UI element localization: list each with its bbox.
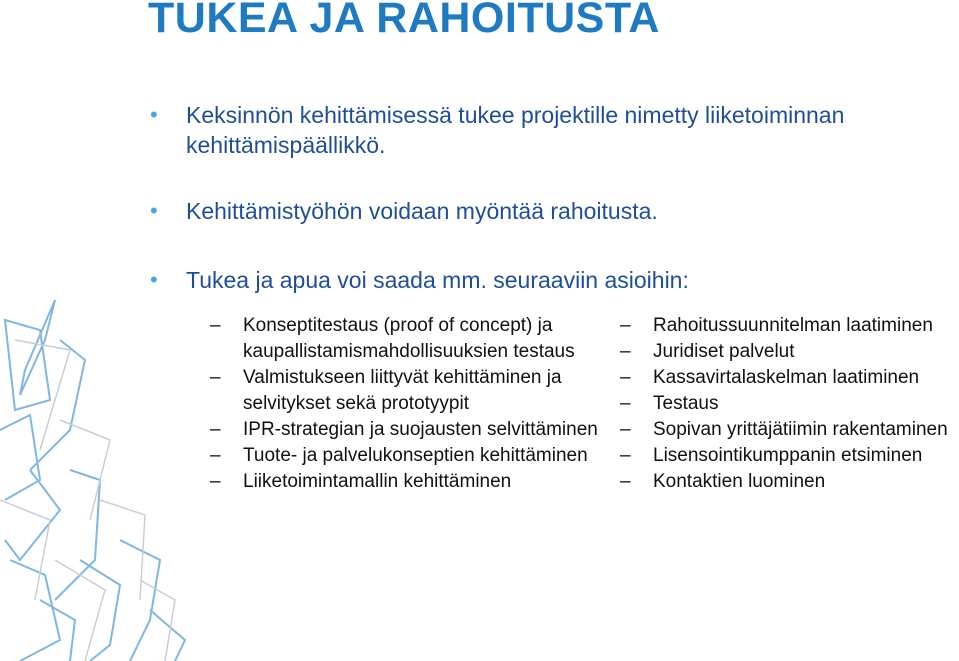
dash-icon: – <box>210 471 221 492</box>
sub-item-text: Juridiset palvelut <box>653 341 795 362</box>
sub-item-text: Konseptitestaus (proof of concept) ja kaupallistamismahdollisuuksien testaus <box>243 315 575 362</box>
sub-item-text: Sopivan yrittäjätiimin rakentaminen <box>653 419 948 440</box>
page-title: TUKEA JA RAHOITUSTA <box>148 0 660 42</box>
dash-icon: – <box>620 445 631 466</box>
sub-item-text: Lisensointikumppanin etsiminen <box>653 445 923 466</box>
dash-icon: – <box>210 419 221 440</box>
sub-list-item <box>210 443 600 469</box>
sub-item-text: Liiketoimintamallin kehittäminen <box>243 471 512 492</box>
sub-item-text: Kassavirtalaskelman laatiminen <box>653 367 920 388</box>
sub-item-text: Kontaktien luominen <box>653 471 826 492</box>
sub-item-text: IPR-strategian ja suojausten selvittäminen <box>243 419 598 440</box>
sub-list-item <box>210 313 600 365</box>
dash-icon: – <box>210 445 221 466</box>
dash-icon: – <box>620 393 631 414</box>
bullet-text: Keksinnön kehittämisessä tukee projektille nimetty liiketoiminnan kehittämispäällikkö. <box>186 102 845 158</box>
sub-list-item <box>620 469 959 495</box>
sub-item-text: Valmistukseen liittyvät kehittäminen ja selvitykset sekä prototyypit <box>243 367 562 414</box>
sub-list-right <box>620 313 959 495</box>
sub-list-left <box>210 313 600 495</box>
sub-list-item <box>620 313 959 339</box>
dash-icon: – <box>620 419 631 440</box>
sub-list-item <box>210 417 600 443</box>
sub-item-text: Tuote- ja palvelukonseptien kehittäminen <box>243 445 588 466</box>
sub-list-item <box>620 391 959 417</box>
dash-icon: – <box>620 471 631 492</box>
bullet-dot-icon: • <box>150 102 158 127</box>
bullet-text: Tukea ja apua voi saada mm. seuraaviin asioihin: <box>186 267 689 293</box>
dash-icon: – <box>620 367 631 388</box>
bullet-text: Kehittämistyöhön voidaan myöntää rahoitusta. <box>186 198 658 224</box>
sub-item-text: Testaus <box>653 393 719 414</box>
dash-icon: – <box>210 315 221 336</box>
dash-icon: – <box>620 315 631 336</box>
dash-icon: – <box>620 341 631 362</box>
sub-list-item <box>210 365 600 417</box>
bullet-dot-icon: • <box>150 198 158 223</box>
bullet-item <box>150 196 658 226</box>
sub-list-item <box>620 365 959 391</box>
dash-icon: – <box>210 367 221 388</box>
sub-item-text: Rahoitussuunnitelman laatiminen <box>653 315 933 336</box>
sub-list-item <box>210 469 600 495</box>
bullet-item <box>150 265 689 295</box>
sub-list-item <box>620 339 959 365</box>
bullet-dot-icon: • <box>150 267 158 292</box>
sub-list-item <box>620 443 959 469</box>
bullet-item <box>150 100 950 160</box>
sub-list-item <box>620 417 959 443</box>
